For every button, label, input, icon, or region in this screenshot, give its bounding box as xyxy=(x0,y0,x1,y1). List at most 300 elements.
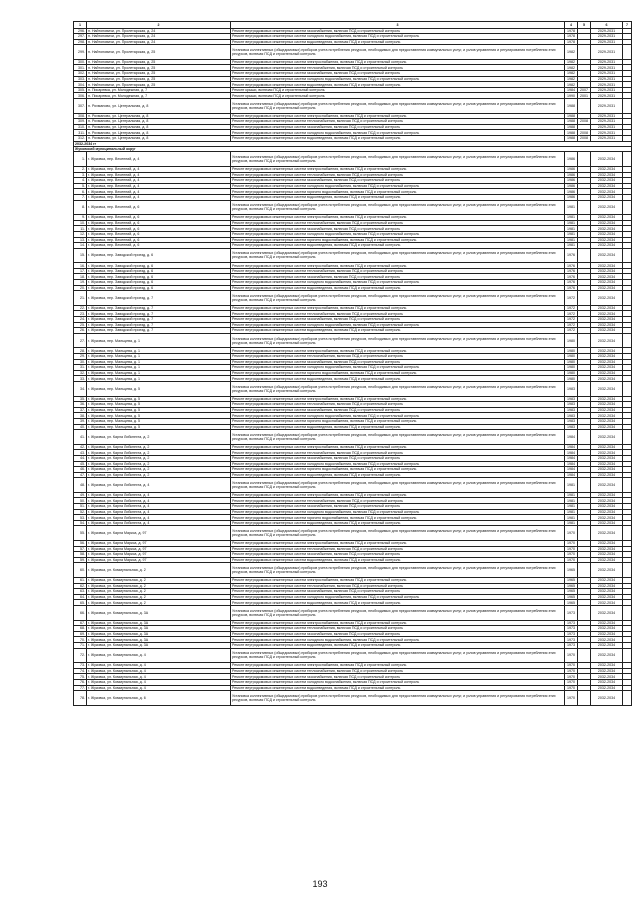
planned-period-cell: 2032-2034 xyxy=(591,396,623,402)
row-number: 296. xyxy=(74,28,87,34)
work-type-cell: Ремонт внутридомовых инженерных систем газоснабжения, включая ПСД и строительный контроль xyxy=(231,674,565,680)
work-type-cell: Установка коллективных (общедомовых) приборов учета потребления ресурсов, необходимых для предоставления коммунальных услуг, и узлов управления и регулирования потребления этих ресурсов, включая ПСД и строительный контроль xyxy=(231,605,565,620)
row-number: 300. xyxy=(74,59,87,65)
commission-year-cell: 1976 xyxy=(565,248,578,263)
last-repair-year-cell xyxy=(578,333,591,348)
commission-year-cell: 1984 xyxy=(565,444,578,450)
commission-year-cell: 1981 xyxy=(565,243,578,249)
work-type-cell: Ремонт внутридомовых инженерных систем теплоснабжения, включая ПСД и строительный контроль xyxy=(231,354,565,360)
commission-year-cell: 1988 xyxy=(565,119,578,125)
commission-year-cell: 1980 xyxy=(565,370,578,376)
work-type-cell: Ремонт внутридомовых инженерных систем водоотведения, включая ПСД и строительный контроль xyxy=(231,285,565,291)
commission-year-cell: 1976 xyxy=(565,263,578,269)
work-type-cell: Ремонт внутридомовых инженерных систем теплоснабжения, включая ПСД и строительный контроль xyxy=(231,65,565,71)
work-type-cell: Ремонт внутридомовых инженерных систем электроснабжения, включая ПСД и строительный контроль xyxy=(231,663,565,669)
planned-period-cell: 2032-2034 xyxy=(591,478,623,493)
address-cell: г. Жуковка, ул. Карла Либкнехта, д. 4 xyxy=(87,498,231,504)
work-type-cell: Ремонт внутридомовых инженерных систем электроснабжения, включая ПСД и строительный контроль xyxy=(231,541,565,547)
commission-year-cell: 1983 xyxy=(565,413,578,419)
planned-period-cell: 2032-2034 xyxy=(591,642,623,648)
commission-year-cell: 1980 xyxy=(565,354,578,360)
commission-year-cell: 1982 xyxy=(565,71,578,77)
address-cell: г. Жуковка, пер. Мальцева, д. 1 xyxy=(87,376,231,382)
planned-period-cell: 2029-2031 xyxy=(591,39,623,45)
work-type-cell: Ремонт внутридомовых инженерных систем электроснабжения, включая ПСД и строительный контроль xyxy=(231,305,565,311)
commission-year-cell: 1986 xyxy=(565,194,578,200)
row-number: 47. xyxy=(74,472,87,478)
address-cell: г. Жуковка, пер. Заводской проезд, д. 6 xyxy=(87,263,231,269)
address-cell: п. Рохманово, ул. Центральная, д. 8 xyxy=(87,99,231,114)
work-type-cell: Ремонт внутридомовых инженерных систем водоотведения, включая ПСД и строительный контроль xyxy=(231,685,565,691)
planned-period-cell: 2032-2034 xyxy=(591,455,623,461)
planned-period-cell: 2032-2034 xyxy=(591,685,623,691)
address-cell: г. Жуковка, ул. Карла Либкнехта, д. 4 xyxy=(87,509,231,515)
address-cell: г. Жуковка, ул. Коммунальная, д. 4 xyxy=(87,668,231,674)
address-cell: г. Жуковка, ул. Коммунальная, д. 2 xyxy=(87,578,231,584)
header-col-4: 4 xyxy=(565,22,578,29)
commission-year-cell: 1976 xyxy=(565,280,578,286)
commission-year-cell: 1983 xyxy=(565,418,578,424)
extra-cell xyxy=(623,152,632,167)
row-number: 51. xyxy=(74,504,87,510)
address-cell: п. Найтоповичи, ул. Пролетарская, д. 24 xyxy=(87,39,231,45)
planned-period-cell: 2032-2034 xyxy=(591,515,623,521)
repair-schedule-table xyxy=(73,21,632,706)
planned-period-cell: 2032-2034 xyxy=(591,305,623,311)
planned-period-cell: 2032-2034 xyxy=(591,178,623,184)
row-number: 5. xyxy=(74,183,87,189)
planned-period-cell: 2032-2034 xyxy=(591,589,623,595)
work-type-cell: Ремонт внутридомовых инженерных систем водоотведения, включая ПСД и строительный контроль xyxy=(231,328,565,334)
row-number: 8. xyxy=(74,200,87,215)
row-number: 16. xyxy=(74,263,87,269)
address-cell: г. Жуковка, ул. Карла Либкнехта, д. 2 xyxy=(87,461,231,467)
work-type-cell: Ремонт внутридомовых инженерных систем газоснабжения, включая ПСД и строительный контроль xyxy=(231,226,565,232)
commission-year-cell: 1981 xyxy=(565,220,578,226)
address-cell: г. Жуковка, ул. Коммунальная, д. 3А xyxy=(87,631,231,637)
planned-period-cell: 2032-2034 xyxy=(591,509,623,515)
address-cell: п. Писаревка, ул. Молодежная, д. 7 xyxy=(87,93,231,99)
planned-period-cell: 2032-2034 xyxy=(591,381,623,396)
row-number: 10. xyxy=(74,220,87,226)
work-type-cell: Ремонт внутридомовых инженерных систем водоотведения, включая ПСД и строительный контроль xyxy=(231,520,565,526)
last-repair-year-cell xyxy=(578,430,591,445)
row-number: 32. xyxy=(74,370,87,376)
address-cell: г. Жуковка, ул. Карла Маркса, д. 97 xyxy=(87,526,231,541)
planned-period-cell: 2032-2034 xyxy=(591,220,623,226)
row-number: 26. xyxy=(74,328,87,334)
work-type-cell: Ремонт внутридомовых инженерных систем теплоснабжения, включая ПСД и строительный контроль xyxy=(231,402,565,408)
planned-period-cell: 2032-2034 xyxy=(591,365,623,371)
row-number: 307. xyxy=(74,99,87,114)
planned-period-cell: 2032-2034 xyxy=(591,402,623,408)
commission-year-cell: 1984 xyxy=(565,467,578,473)
commission-year-cell: 1970 xyxy=(565,552,578,558)
planned-period-cell: 2032-2034 xyxy=(591,520,623,526)
commission-year-cell: 1973 xyxy=(565,637,578,643)
address-cell: г. Жуковка, ул. Коммунальная, д. 3А xyxy=(87,626,231,632)
row-number: 72. xyxy=(74,648,87,663)
address-cell: г. Жуковка, ул. Карла Либкнехта, д. 4 xyxy=(87,492,231,498)
work-type-cell: Ремонт внутридомовых инженерных систем электроснабжения, включая ПСД и строительный контроль xyxy=(231,166,565,172)
table-row xyxy=(74,563,632,578)
planned-period-cell: 2032-2034 xyxy=(591,668,623,674)
work-type-cell: Ремонт крыши, включая ПСД и строительный контроль xyxy=(231,87,565,93)
address-cell: г. Жуковка, ул. Коммунальная, д. 3А xyxy=(87,620,231,626)
planned-period-cell: 2032-2034 xyxy=(591,461,623,467)
address-cell: г. Жуковка, пер. Мальцева, д. 1 xyxy=(87,359,231,365)
commission-year-cell: 1984 xyxy=(565,461,578,467)
address-cell: г. Жуковка, пер. Весенний, д. 4 xyxy=(87,178,231,184)
planned-period-cell: 2032-2034 xyxy=(591,492,623,498)
commission-year-cell: 1970 xyxy=(565,691,578,706)
work-type-cell: Ремонт внутридомовых инженерных систем водоотведения, включая ПСД и строительный контроль xyxy=(231,243,565,249)
address-cell: г. Жуковка, ул. Коммунальная, д. 4 xyxy=(87,648,231,663)
work-type-cell: Установка коллективных (общедомовых) приборов учета потребления ресурсов, необходимых для предоставления коммунальных услуг, и узлов управления и регулирования потребления этих ресурсов, включая ПСД и строительный контроль xyxy=(231,99,565,114)
address-cell: г. Жуковка, пер. Заводской проезд, д. 7 xyxy=(87,322,231,328)
address-cell: г. Жуковка, пер. Мальцева, д. 5 xyxy=(87,424,231,430)
row-number: 36. xyxy=(74,402,87,408)
work-type-cell: Ремонт внутридомовых инженерных систем теплоснабжения, включая ПСД и строительный контроль xyxy=(231,668,565,674)
last-repair-year-cell: 2008 xyxy=(578,119,591,125)
last-repair-year-cell xyxy=(578,478,591,493)
planned-period-cell: 2032-2034 xyxy=(591,354,623,360)
commission-year-cell: 1972 xyxy=(565,305,578,311)
planned-period-cell: 2032-2034 xyxy=(591,631,623,637)
planned-period-cell: 2032-2034 xyxy=(591,637,623,643)
last-repair-year-cell xyxy=(578,200,591,215)
row-number: 303. xyxy=(74,76,87,82)
row-number: 30. xyxy=(74,359,87,365)
work-type-cell: Установка коллективных (общедомовых) приборов учета потребления ресурсов, необходимых для предоставления коммунальных услуг, и узлов управления и регулирования потребления этих ресурсов, включая ПСД и строительный контроль xyxy=(231,248,565,263)
header-col-6: 6 xyxy=(591,22,623,29)
row-number: 23. xyxy=(74,311,87,317)
planned-period-cell: 2032-2034 xyxy=(591,194,623,200)
planned-period-cell: 2029-2031 xyxy=(591,65,623,71)
extra-cell xyxy=(623,691,632,706)
address-cell: п. Рохманово, ул. Центральная, д. 8 xyxy=(87,136,231,142)
planned-period-cell: 2032-2034 xyxy=(591,333,623,348)
row-number: 15. xyxy=(74,248,87,263)
planned-period-cell: 2032-2034 xyxy=(591,546,623,552)
commission-year-cell: 1970 xyxy=(565,668,578,674)
planned-period-cell: 2032-2034 xyxy=(591,626,623,632)
work-type-cell: Ремонт крыши, включая ПСД и строительный контроль xyxy=(231,93,565,99)
planned-period-cell: 2032-2034 xyxy=(591,557,623,563)
table-row xyxy=(74,248,632,263)
address-cell: г. Жуковка, ул. Карла Либкнехта, д. 2 xyxy=(87,455,231,461)
work-type-cell: Ремонт внутридомовых инженерных систем теплоснабжения, включая ПСД и строительный контроль xyxy=(231,311,565,317)
planned-period-cell: 2029-2031 xyxy=(591,119,623,125)
row-number: 65. xyxy=(74,600,87,606)
row-number: 66. xyxy=(74,605,87,620)
address-cell: п. Найтоповичи, ул. Пролетарская, д. 25 xyxy=(87,82,231,88)
row-number: 21. xyxy=(74,291,87,306)
row-number: 49. xyxy=(74,492,87,498)
row-number: 46. xyxy=(74,467,87,473)
address-cell: г. Жуковка, пер. Весенний, д. 4 xyxy=(87,166,231,172)
address-cell: г. Жуковка, пер. Заводской проезд, д. 7 xyxy=(87,328,231,334)
planned-period-cell: 2029-2031 xyxy=(591,113,623,119)
row-number: 304. xyxy=(74,82,87,88)
commission-year-cell: 1984 xyxy=(565,87,578,93)
planned-period-cell: 2032-2034 xyxy=(591,263,623,269)
page-number: 193 xyxy=(312,879,328,889)
address-cell: г. Жуковка, пер. Мальцева, д. 1 xyxy=(87,365,231,371)
planned-period-cell: 2032-2034 xyxy=(591,472,623,478)
work-type-cell: Ремонт внутридомовых инженерных систем водоотведения, включая ПСД и строительный контроль xyxy=(231,424,565,430)
last-repair-year-cell xyxy=(578,526,591,541)
row-number: 44. xyxy=(74,455,87,461)
row-number: 61. xyxy=(74,578,87,584)
commission-year-cell: 1980 xyxy=(565,333,578,348)
row-number: 68. xyxy=(74,626,87,632)
commission-year-cell: 1976 xyxy=(565,268,578,274)
address-cell: г. Жуковка, ул. Коммунальная, д. 2 xyxy=(87,563,231,578)
last-repair-year-cell: 2008 xyxy=(578,130,591,136)
row-number: 29. xyxy=(74,354,87,360)
address-cell: п. Рохманово, ул. Центральная, д. 8 xyxy=(87,119,231,125)
address-cell: п. Писаревка, ул. Молодежная, д. 7 xyxy=(87,87,231,93)
work-type-cell: Ремонт внутридомовых инженерных систем газоснабжения, включая ПСД и строительный контроль xyxy=(231,317,565,323)
row-number: 306. xyxy=(74,93,87,99)
commission-year-cell: 1982 xyxy=(565,82,578,88)
address-cell: г. Жуковка, ул. Карла Либкнехта, д. 2 xyxy=(87,450,231,456)
address-cell: г. Жуковка, пер. Весенний, д. 4 xyxy=(87,183,231,189)
address-cell: г. Жуковка, пер. Заводской проезд, д. 7 xyxy=(87,291,231,306)
work-type-cell: Ремонт внутридомовых инженерных систем электроснабжения, включая ПСД и строительный контроль xyxy=(231,620,565,626)
planned-period-cell: 2032-2034 xyxy=(591,407,623,413)
table-row xyxy=(74,691,632,706)
extra-cell xyxy=(623,563,632,578)
address-cell: г. Жуковка, пер. Весенний, д. 6 xyxy=(87,231,231,237)
row-number: 22. xyxy=(74,305,87,311)
planned-period-cell: 2032-2034 xyxy=(591,317,623,323)
table-row xyxy=(74,45,632,60)
commission-year-cell: 1986 xyxy=(565,183,578,189)
work-type-cell: Ремонт внутридомовых инженерных систем газоснабжения, включая ПСД и строительный контроль xyxy=(231,178,565,184)
row-number: 9. xyxy=(74,215,87,221)
header-col-1: 1 xyxy=(74,22,87,29)
work-type-cell: Ремонт внутридомовых инженерных систем электроснабжения, включая ПСД и строительный контроль xyxy=(231,396,565,402)
row-number: 7. xyxy=(74,194,87,200)
row-number: 55. xyxy=(74,526,87,541)
address-cell: г. Жуковка, пер. Мальцева, д. 1 xyxy=(87,354,231,360)
work-type-cell: Ремонт внутридомовых инженерных систем холодного водоснабжения, включая ПСД и строительный контроль xyxy=(231,130,565,136)
planned-period-cell: 2032-2034 xyxy=(591,541,623,547)
commission-year-cell: 1972 xyxy=(565,311,578,317)
row-number: 71. xyxy=(74,642,87,648)
planned-period-cell: 2032-2034 xyxy=(591,285,623,291)
work-type-cell: Ремонт внутридомовых инженерных систем водоотведения, включая ПСД и строительный контроль xyxy=(231,376,565,382)
planned-period-cell: 2032-2034 xyxy=(591,563,623,578)
planned-period-cell: 2032-2034 xyxy=(591,594,623,600)
planned-period-cell: 2032-2034 xyxy=(591,648,623,663)
address-cell: п. Найтоповичи, ул. Пролетарская, д. 25 xyxy=(87,71,231,77)
commission-year-cell: 1978 xyxy=(565,28,578,34)
row-number: 53. xyxy=(74,515,87,521)
commission-year-cell: 1986 xyxy=(565,189,578,195)
work-type-cell: Ремонт внутридомовых инженерных систем горячего водоснабжения, включая ПСД и строительный контроль xyxy=(231,189,565,195)
row-number: 309. xyxy=(74,119,87,125)
last-repair-year-cell xyxy=(578,563,591,578)
planned-period-cell: 2032-2034 xyxy=(591,376,623,382)
address-cell: г. Жуковка, ул. Карла Маркса, д. 97 xyxy=(87,541,231,547)
work-type-cell: Установка коллективных (общедомовых) приборов учета потребления ресурсов, необходимых для предоставления коммунальных услуг, и узлов управления и регулирования потребления этих ресурсов, включая ПСД и строительный контроль xyxy=(231,45,565,60)
planned-period-cell: 2029-2031 xyxy=(591,87,623,93)
commission-year-cell: 1986 xyxy=(565,172,578,178)
address-cell: г. Жуковка, ул. Карла Маркса, д. 97 xyxy=(87,546,231,552)
row-number: 59. xyxy=(74,557,87,563)
commission-year-cell: 1978 xyxy=(565,39,578,45)
commission-year-cell: 1986 xyxy=(565,166,578,172)
address-cell: г. Жуковка, пер. Мальцева, д. 1 xyxy=(87,370,231,376)
commission-year-cell: 1981 xyxy=(565,237,578,243)
row-number: 25. xyxy=(74,322,87,328)
address-cell: г. Жуковка, ул. Коммунальная, д. 3А xyxy=(87,605,231,620)
extra-cell xyxy=(623,45,632,60)
planned-period-cell: 2032-2034 xyxy=(591,691,623,706)
address-cell: п. Найтоповичи, ул. Пролетарская, д. 24 xyxy=(87,34,231,40)
planned-period-cell: 2032-2034 xyxy=(591,526,623,541)
planned-period-cell: 2032-2034 xyxy=(591,370,623,376)
work-type-cell: Ремонт внутридомовых инженерных систем горячего водоснабжения, включая ПСД и строительный контроль xyxy=(231,515,565,521)
work-type-cell: Ремонт внутридомовых инженерных систем газоснабжения, включая ПСД и строительный контроль xyxy=(231,28,565,34)
last-repair-year-cell xyxy=(578,291,591,306)
commission-year-cell: 1986 xyxy=(565,152,578,167)
address-cell: г. Жуковка, пер. Мальцева, д. 1 xyxy=(87,333,231,348)
commission-year-cell: 1980 xyxy=(565,359,578,365)
row-number: 13. xyxy=(74,237,87,243)
commission-year-cell: 1981 xyxy=(565,509,578,515)
address-cell: г. Жуковка, ул. Коммунальная, д. 4 xyxy=(87,663,231,669)
last-repair-year-cell xyxy=(578,248,591,263)
work-type-cell: Ремонт внутридомовых инженерных систем холодного водоснабжения, включая ПСД и строительный контроль xyxy=(231,34,565,40)
address-cell: г. Жуковка, пер. Заводской проезд, д. 6 xyxy=(87,280,231,286)
extra-cell xyxy=(623,333,632,348)
planned-period-cell: 2032-2034 xyxy=(591,450,623,456)
extra-cell xyxy=(623,605,632,620)
commission-year-cell: 1981 xyxy=(565,478,578,493)
planned-period-cell: 2032-2034 xyxy=(591,248,623,263)
table-row xyxy=(74,526,632,541)
commission-year-cell: 1980 xyxy=(565,365,578,371)
commission-year-cell: 1981 xyxy=(565,492,578,498)
commission-year-cell: 1984 xyxy=(565,472,578,478)
work-type-cell: Ремонт внутридомовых инженерных систем теплоснабжения, включая ПСД и строительный контроль xyxy=(231,498,565,504)
work-type-cell: Установка коллективных (общедомовых) приборов учета потребления ресурсов, необходимых для предоставления коммунальных услуг, и узлов управления и регулирования потребления этих ресурсов, включая ПСД и строительный контроль xyxy=(231,381,565,396)
commission-year-cell: 1984 xyxy=(565,450,578,456)
address-cell: г. Жуковка, ул. Карла Либкнехта, д. 2 xyxy=(87,430,231,445)
commission-year-cell: 1973 xyxy=(565,642,578,648)
work-type-cell: Установка коллективных (общедомовых) приборов учета потребления ресурсов, необходимых для предоставления коммунальных услуг, и узлов управления и регулирования потребления этих ресурсов, включая ПСД и строительный контроль xyxy=(231,430,565,445)
work-type-cell: Ремонт внутридомовых инженерных систем горячего водоснабжения, включая ПСД и строительный контроль xyxy=(231,418,565,424)
planned-period-cell: 2032-2034 xyxy=(591,237,623,243)
address-cell: п. Рохманово, ул. Центральная, д. 8 xyxy=(87,124,231,130)
work-type-cell: Ремонт внутридомовых инженерных систем теплоснабжения, включая ПСД и строительный контроль xyxy=(231,626,565,632)
planned-period-cell: 2032-2034 xyxy=(591,311,623,317)
section-title: 2032-2034 гг xyxy=(74,141,632,146)
address-cell: г. Жуковка, пер. Мальцева, д. 5 xyxy=(87,413,231,419)
address-cell: г. Жуковка, пер. Заводской проезд, д. 6 xyxy=(87,248,231,263)
work-type-cell: Ремонт внутридомовых инженерных систем электроснабжения, включая ПСД и строительный контроль xyxy=(231,215,565,221)
planned-period-cell: 2032-2034 xyxy=(591,578,623,584)
row-number: 42. xyxy=(74,444,87,450)
work-type-cell: Установка коллективных (общедомовых) приборов учета потребления ресурсов, необходимых для предоставления коммунальных услуг, и узлов управления и регулирования потребления этих ресурсов, включая ПСД и строительный контроль xyxy=(231,291,565,306)
commission-year-cell: 1972 xyxy=(565,291,578,306)
commission-year-cell: 1965 xyxy=(565,600,578,606)
address-cell: г. Жуковка, ул. Коммунальная, д. 3А xyxy=(87,642,231,648)
table-row xyxy=(74,333,632,348)
commission-year-cell: 1965 xyxy=(565,594,578,600)
row-number: 19. xyxy=(74,280,87,286)
commission-year-cell: 1982 xyxy=(565,65,578,71)
commission-year-cell: 1981 xyxy=(565,226,578,232)
work-type-cell: Ремонт внутридомовых инженерных систем электроснабжения, включая ПСД и строительный контроль xyxy=(231,59,565,65)
address-cell: п. Рохманово, ул. Центральная, д. 8 xyxy=(87,113,231,119)
row-number: 298. xyxy=(74,39,87,45)
commission-year-cell: 1981 xyxy=(565,515,578,521)
planned-period-cell: 2029-2031 xyxy=(591,93,623,99)
commission-year-cell: 1984 xyxy=(565,455,578,461)
planned-period-cell: 2029-2031 xyxy=(591,124,623,130)
address-cell: г. Жуковка, ул. Карла Либкнехта, д. 2 xyxy=(87,444,231,450)
commission-year-cell: 1981 xyxy=(565,231,578,237)
work-type-cell: Ремонт внутридомовых инженерных систем горячего водоснабжения, включая ПСД и строительный контроль xyxy=(231,237,565,243)
row-number: 308. xyxy=(74,113,87,119)
row-number: 27. xyxy=(74,333,87,348)
row-number: 305. xyxy=(74,87,87,93)
planned-period-cell: 2029-2031 xyxy=(591,71,623,77)
planned-period-cell: 2032-2034 xyxy=(591,605,623,620)
commission-year-cell: 1982 xyxy=(565,76,578,82)
row-number: 3. xyxy=(74,172,87,178)
row-number: 33. xyxy=(74,376,87,382)
planned-period-cell: 2032-2034 xyxy=(591,620,623,626)
work-type-cell: Ремонт внутридомовых инженерных систем водоотведения, включая ПСД и строительный контроль xyxy=(231,39,565,45)
address-cell: г. Жуковка, ул. Коммунальная, д. 2 xyxy=(87,583,231,589)
commission-year-cell: 1972 xyxy=(565,328,578,334)
commission-year-cell: 1973 xyxy=(565,620,578,626)
commission-year-cell: 1970 xyxy=(565,648,578,663)
work-type-cell: Ремонт внутридомовых инженерных систем газоснабжения, включая ПСД и строительный контроль xyxy=(231,407,565,413)
last-repair-year-cell xyxy=(578,691,591,706)
work-type-cell: Ремонт внутридомовых инженерных систем водоотведения, включая ПСД и строительный контроль xyxy=(231,472,565,478)
address-cell: г. Жуковка, пер. Весенний, д. 6 xyxy=(87,226,231,232)
address-cell: г. Жуковка, пер. Весенний, д. 6 xyxy=(87,220,231,226)
row-number: 43. xyxy=(74,450,87,456)
work-type-cell: Ремонт внутридомовых инженерных систем холодного водоснабжения, включая ПСД и строительный контроль xyxy=(231,76,565,82)
work-type-cell: Ремонт внутридомовых инженерных систем газоснабжения, включая ПСД и строительный контроль xyxy=(231,589,565,595)
address-cell: г. Жуковка, ул. Карла Либкнехта, д. 4 xyxy=(87,504,231,510)
row-number: 56. xyxy=(74,541,87,547)
last-repair-year-cell xyxy=(578,152,591,167)
address-cell: п. Найтоповичи, ул. Пролетарская, д. 25 xyxy=(87,76,231,82)
commission-year-cell: 1972 xyxy=(565,317,578,323)
planned-period-cell: 2032-2034 xyxy=(591,663,623,669)
address-cell: г. Жуковка, пер. Заводской проезд, д. 6 xyxy=(87,285,231,291)
address-cell: г. Жуковка, ул. Карла Либкнехта, д. 2 xyxy=(87,467,231,473)
commission-year-cell: 1970 xyxy=(565,685,578,691)
planned-period-cell: 2032-2034 xyxy=(591,189,623,195)
commission-year-cell: 1972 xyxy=(565,322,578,328)
table-row xyxy=(74,152,632,167)
planned-period-cell: 2029-2031 xyxy=(591,99,623,114)
address-cell: п. Найтоповичи, ул. Пролетарская, д. 25 xyxy=(87,65,231,71)
commission-year-cell: 1982 xyxy=(565,45,578,60)
address-cell: п. Рохманово, ул. Центральная, д. 8 xyxy=(87,130,231,136)
planned-period-cell: 2032-2034 xyxy=(591,679,623,685)
